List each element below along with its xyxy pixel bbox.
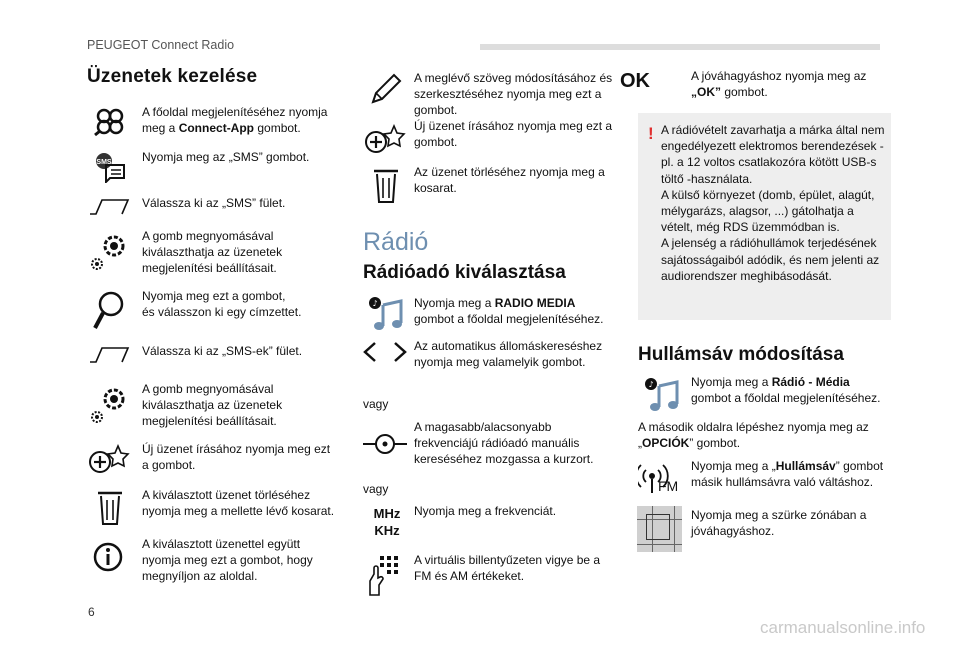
or-text-1: vagy bbox=[363, 397, 389, 411]
watermark: carmanualsonline.info bbox=[760, 618, 926, 637]
item-gray-zone: Nyomja meg a szürke zónában a jóváhagyáshoz. bbox=[691, 508, 867, 538]
item-sms-tab: Válassza ki az „SMS” fület. bbox=[142, 196, 286, 210]
item-frequency: Nyomja meg a frekvenciát. bbox=[414, 504, 557, 518]
connect-app-icon bbox=[90, 107, 130, 137]
item-options: A második oldalra lépéshez nyomja meg az „OPCIÓK” gombot. bbox=[638, 420, 869, 450]
item-band: Nyomja meg a „Hullámsáv” gombot másik hullámsávra való váltáshoz. bbox=[691, 459, 884, 489]
item-auto-search: Az automatikus állomáskereséshez nyomja meg valamelyik gombot. bbox=[414, 339, 603, 369]
info-icon bbox=[92, 541, 124, 573]
new-message-icon bbox=[88, 444, 130, 474]
item-sms: Nyomja meg az „SMS” gombot. bbox=[142, 150, 310, 164]
item-radio-media-2: Nyomja meg a Rádió - Média gombot a főoldal megjelenítéséhez. bbox=[691, 375, 881, 405]
svg-text:♪: ♪ bbox=[372, 299, 378, 308]
item-ok: A jóváhagyáshoz nyomja meg az „OK” gombot. bbox=[691, 69, 867, 99]
item-settings-1: A gomb megnyomásával kiválaszthatja az üzenetek megjelenítési beállításait. bbox=[142, 229, 283, 275]
subtitle-band-change: Hullámsáv módosítása bbox=[638, 344, 844, 365]
svg-text:♪: ♪ bbox=[648, 380, 654, 389]
trash-icon bbox=[372, 168, 400, 204]
item-delete-message: Az üzenet törléséhez nyomja meg a kosarat. bbox=[414, 165, 605, 195]
section-title-messages: Üzenetek kezelése bbox=[87, 66, 258, 87]
music-note-icon bbox=[367, 296, 405, 332]
item-delete-selected: A kiválasztott üzenet törléséhez nyomja meg a mellette lévő kosarat. bbox=[142, 488, 335, 518]
keypad-icon bbox=[366, 554, 406, 598]
header-brand: PEUGEOT Connect Radio bbox=[87, 38, 235, 52]
trash-icon bbox=[96, 490, 124, 526]
mhz-khz-icon: MHz KHz bbox=[373, 506, 401, 538]
slider-cursor-icon bbox=[362, 430, 408, 458]
item-info: A kiválasztott üzenettel együtt nyomja meg ezt a gombot, hogy megnyíljon az aloldal. bbox=[142, 537, 313, 583]
item-settings-2: A gomb megnyomásával kiválaszthatja az üzenetek megjelenítési beállításait. bbox=[142, 382, 283, 428]
new-message-icon bbox=[364, 124, 406, 154]
item-edit-text: A meglévő szöveg módosításához és szerkesztéséhez nyomja meg ezt a gombot. bbox=[414, 71, 613, 117]
warning-note-text: A rádióvételt zavarhatja a márka által nem engedélyezett elektromos berendezések - pl. a 12 voltos csatlakozóra kötött USB-s töltő -használata. A külső környezet (domb, épület, alagút, mélygarázs, alagsor, ...) gátolhatja a vételt, még RDS üzemmódban is. A jelenség a rádióhullámok terjedésének sajátosságaiból adódik, és nem jelenti az audiorendszer meghibásodását. bbox=[661, 123, 885, 283]
section-title-radio: Rádió bbox=[363, 228, 429, 256]
chevrons-icon bbox=[362, 340, 408, 364]
fm-label: FM bbox=[658, 478, 679, 494]
item-search: Nyomja meg ezt a gombot, és válasszon ki egy címzettet. bbox=[142, 289, 302, 319]
item-new-message-2: Új üzenet írásához nyomja meg ezt a gombot. bbox=[414, 119, 613, 149]
pencil-icon bbox=[369, 72, 403, 106]
header-rule bbox=[480, 44, 880, 50]
gray-zone-icon bbox=[637, 506, 682, 552]
ok-icon: OK bbox=[620, 70, 650, 92]
settings-icon bbox=[88, 231, 130, 273]
warning-icon: ! bbox=[648, 124, 654, 143]
item-new-message: Új üzenet írásához nyomja meg ezt a gombot. bbox=[142, 442, 331, 472]
item-smsek-tab: Válassza ki az „SMS-ek” fület. bbox=[142, 344, 303, 358]
item-radio-media: Nyomja meg a RADIO MEDIA gombot a főoldal megjelenítéséhez. bbox=[414, 296, 604, 326]
tab-icon bbox=[88, 198, 132, 216]
or-text-2: vagy bbox=[363, 482, 389, 496]
item-connect-app: A főoldal megjelenítéséhez nyomja meg a Connect-App gombot. bbox=[142, 105, 328, 135]
subtitle-station-select: Rádióadó kiválasztása bbox=[363, 262, 566, 283]
settings-icon bbox=[88, 384, 130, 426]
item-keyboard: A virtuális billentyűzeten vigye be a FM és AM értékeket. bbox=[414, 553, 601, 583]
music-note-icon bbox=[643, 377, 681, 413]
svg-text:SMS: SMS bbox=[96, 159, 112, 166]
search-icon bbox=[92, 290, 128, 332]
tab-icon bbox=[88, 346, 132, 364]
sms-icon bbox=[90, 151, 130, 183]
page-number: 6 bbox=[88, 605, 95, 619]
item-manual-search: A magasabb/alacsonyabb frekvenciájú rádióadó manuális kereséséhez mozgassa a kurzort. bbox=[414, 420, 594, 466]
